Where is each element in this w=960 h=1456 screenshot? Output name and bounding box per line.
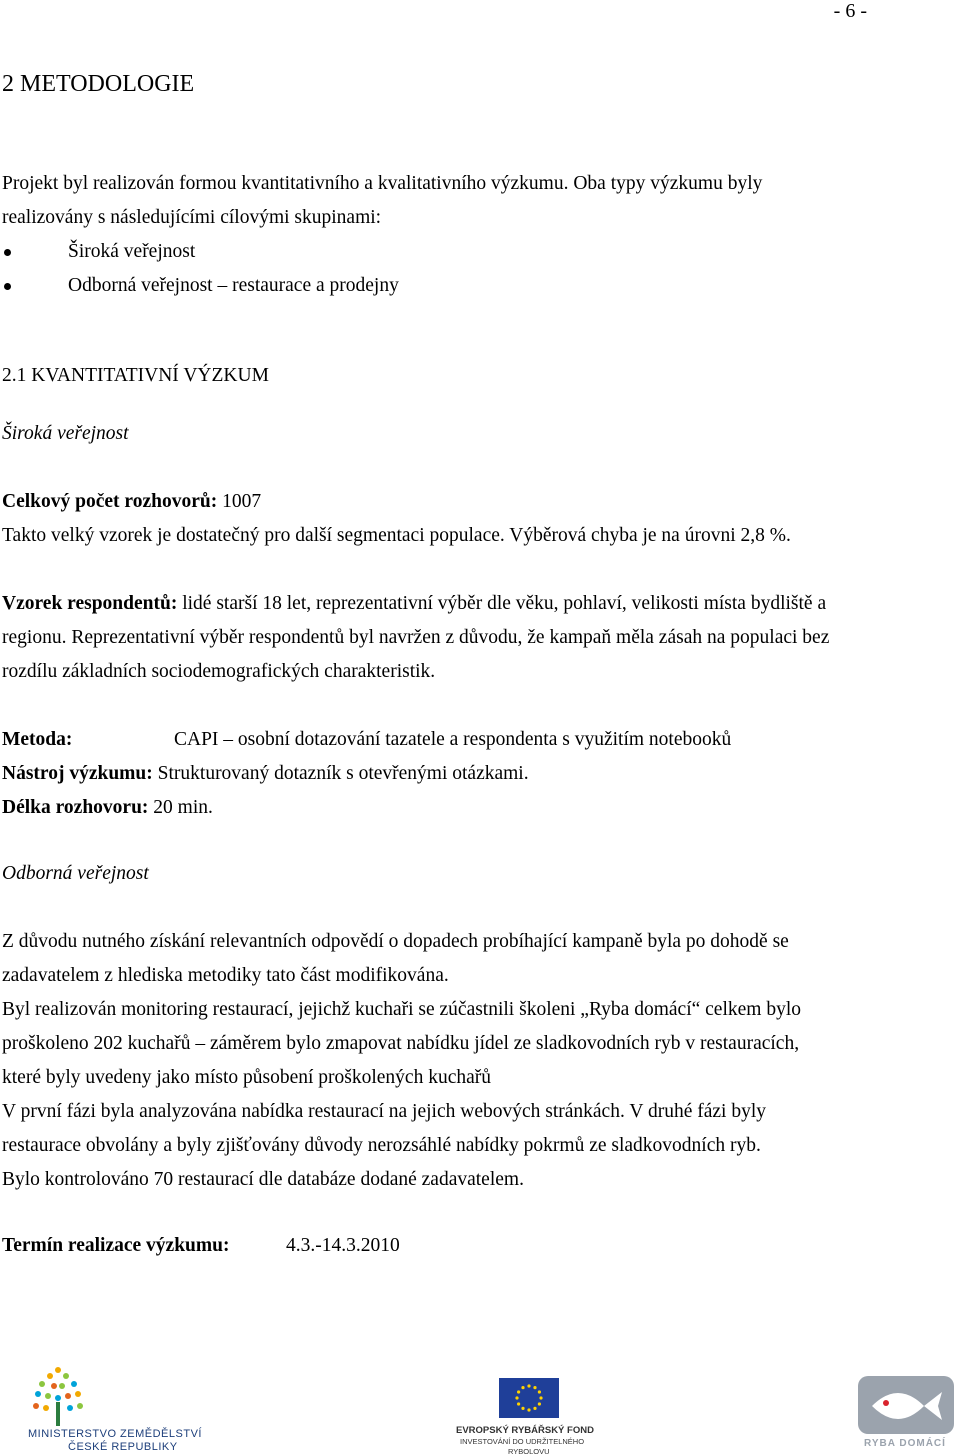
eu-fund-logo (456, 1378, 606, 1456)
tool-value: Strukturovaný dotazník s otevřenými otázkami. (157, 763, 529, 784)
length-row (2, 791, 213, 825)
expert-line-4: proškoleno 202 kuchařů – záměrem bylo zmapovat nabídku jídel ze sladkovodních ryb v restauracích, (2, 1033, 800, 1054)
list-item-text: Odborná veřejnost – restaurace a prodejny (68, 275, 399, 296)
eu-fund-name-line-3: RYBOLOVU (508, 1447, 550, 1456)
length-value: 20 min. (153, 797, 213, 818)
tool-label: Nástroj výzkumu: (2, 763, 153, 784)
term-value: 4.3.-14.3.2010 (286, 1235, 400, 1256)
list-item (2, 269, 602, 303)
bullet-icon (4, 249, 11, 256)
eu-fund-name-line-1: EVROPSKÝ RYBÁŘSKÝ FOND (456, 1425, 594, 1436)
expert-line-1: Z důvodu nutného získání relevantních odpovědí o dopadech probíhající kampaně byla po dohodě se (2, 931, 789, 952)
respondents-text: lidé starší 18 let, reprezentativní výběr dle věku, pohlaví, velikosti místa bydliště a (182, 593, 827, 614)
page-heading: 2 METODOLOGIE (2, 71, 195, 97)
respondents-line-3: rozdílu základních sociodemografických charakteristik. (2, 661, 436, 682)
section-subtitle: Široká veřejnost (2, 423, 129, 444)
expert-line-8: Bylo kontrolováno 70 restaurací dle databáze dodané zadavatelem. (2, 1169, 524, 1190)
respondents-line-2: regionu. Reprezentativní výběr respondentů byl navržen z důvodu, že kampaň měla zásah na populaci bez (2, 627, 830, 648)
ryba-domaci-logo (858, 1376, 958, 1456)
ministry-name-line-1: MINISTERSTVO ZEMĚDĚLSTVÍ (28, 1428, 202, 1440)
ministry-tree-icon (28, 1364, 88, 1428)
count-value: 1007 (222, 491, 262, 512)
method-label: Metoda: (2, 729, 73, 750)
expert-line-7: restaurace obvolány a byly zjišťovány důvody nerozsáhlé nabídky pokrmů ze sladkovodních ryb. (2, 1135, 761, 1156)
intro-line-1: Projekt byl realizován formou kvantitativního a kvalitativního výzkumu. Oba typy výzkumu byly (2, 173, 763, 194)
respondents-line-1 (2, 587, 826, 621)
fish-icon (858, 1376, 954, 1434)
sample-line: Takto velký vzorek je dostatečný pro další segmentaci populace. Výběrová chyba je na úrovni 2,8 %. (2, 525, 791, 546)
brand-name: RYBA DOMÁCÍ (864, 1438, 946, 1449)
expert-line-2: zadavatelem z hlediska metodiky tato část modifikována. (2, 965, 449, 986)
expert-line-5: které byly uvedeny jako místo působení proškolených kuchařů (2, 1067, 492, 1088)
term-label: Termín realizace výzkumu: (2, 1235, 230, 1256)
ministry-logo (28, 1364, 228, 1454)
bullet-icon (4, 283, 11, 290)
method-value: CAPI – osobní dotazování tazatele a respondenta s využitím notebooků (174, 729, 732, 750)
tool-row (2, 757, 529, 791)
eu-fund-name-line-2: INVESTOVÁNÍ DO UDRŽITELNÉHO (460, 1437, 585, 1446)
interview-count (2, 485, 261, 519)
section-title: 2.1 KVANTITATIVNÍ VÝZKUM (2, 365, 269, 386)
expert-line-3: Byl realizován monitoring restaurací, jejichž kuchaři se zúčastnili školeni „Ryba domácí“ celkem bylo (2, 999, 801, 1020)
footer (0, 1358, 960, 1456)
length-label: Délka rozhovoru: (2, 797, 149, 818)
term-row (2, 1229, 400, 1263)
page-number: - 6 - (833, 0, 867, 22)
list-item (2, 235, 602, 269)
expert-line-6: V první fázi byla analyzována nabídka restaurací na jejich webových stránkách. V druhé fázi byly (2, 1101, 767, 1122)
ministry-name-line-2: ČESKÉ REPUBLIKY (68, 1441, 178, 1453)
eu-flag-icon (499, 1378, 559, 1418)
method-row (2, 723, 731, 757)
intro-line-2: realizovány s následujícími cílovými skupinami: (2, 207, 382, 228)
list-item-text: Široká veřejnost (68, 241, 196, 262)
respondents-label: Vzorek respondentů: (2, 593, 178, 614)
count-label: Celkový počet rozhovorů: (2, 491, 218, 512)
section-subtitle: Odborná veřejnost (2, 863, 149, 884)
